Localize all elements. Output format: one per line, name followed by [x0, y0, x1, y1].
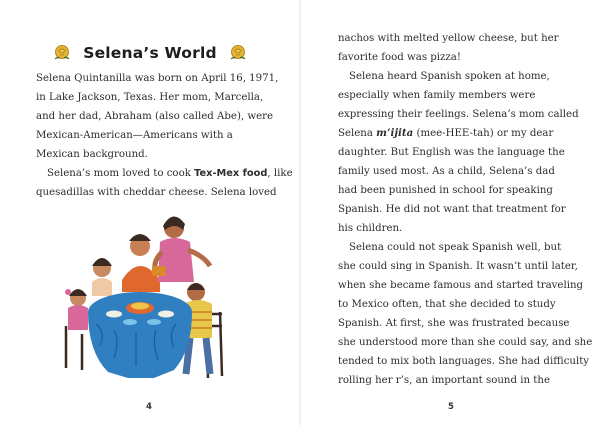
text-run: Mexican background.	[36, 149, 148, 160]
text-line	[36, 145, 268, 164]
text-line	[36, 69, 279, 88]
text-line	[36, 183, 277, 202]
family-dinner-illustration	[56, 208, 232, 388]
text-line	[338, 48, 570, 67]
text-line	[338, 67, 570, 86]
page-number: 4	[146, 402, 152, 412]
text-line	[338, 29, 570, 48]
text-line	[36, 107, 274, 126]
text-run: to Mexico often, that she decided to study	[338, 299, 556, 310]
text-run: Mexican-American—Americans with a	[36, 130, 233, 141]
text-line	[338, 314, 570, 333]
text-run: especially when family members were	[338, 90, 536, 101]
text-run: Selena	[338, 128, 377, 139]
text-run: Selena heard Spanish spoken at home,	[349, 71, 550, 82]
text-line	[338, 333, 593, 352]
text-run: Spanish. He did not want that treatment for	[338, 204, 566, 215]
text-line	[338, 352, 590, 371]
right-body-text	[338, 29, 593, 390]
text-line	[338, 162, 570, 181]
left-body-text	[36, 69, 293, 202]
rose-icon	[51, 42, 73, 64]
chapter-heading	[38, 40, 262, 66]
text-run: Spanish. At first, she was frustrated because	[338, 318, 570, 329]
text-run: had been punished in school for speaking	[338, 185, 553, 196]
text-run: his children.	[338, 223, 403, 234]
text-run: Selena’s mom loved to cook	[47, 168, 195, 179]
right-page	[300, 0, 600, 425]
text-run: Selena Quintanilla was born on April 16, 1971,	[36, 73, 279, 84]
text-run: expressing their feelings. Selena’s mom called	[338, 109, 579, 120]
text-run: favorite food was pizza!	[338, 52, 461, 63]
text-line	[338, 86, 570, 105]
text-line	[338, 219, 570, 238]
text-run: rolling her r’s, an important sound in the	[338, 375, 550, 386]
text-run: when she became famous and started traveling	[338, 280, 584, 291]
text-line	[338, 257, 578, 276]
text-line	[36, 88, 268, 107]
bold-term: Tex-Mex food	[194, 168, 268, 179]
text-run: she understood more than she could say, and she	[338, 337, 593, 348]
text-line	[338, 295, 570, 314]
text-run: nachos with melted yellow cheese, but her	[338, 33, 559, 44]
text-run: in Lake Jackson, Texas. Her mom, Marcella,	[36, 92, 264, 103]
text-run: daughter. But English was the language the	[338, 147, 565, 158]
text-line	[338, 143, 570, 162]
text-line	[338, 105, 579, 124]
text-run: and her dad, Abraham (also called Abe), were	[36, 111, 274, 122]
text-line	[338, 371, 570, 390]
text-run: (mee-HEE-tah) or my dear	[413, 128, 554, 139]
text-run: family used most. As a child, Selena’s dad	[338, 166, 555, 177]
text-line	[338, 238, 570, 257]
text-line	[338, 181, 570, 200]
page-number: 5	[448, 402, 454, 412]
italic-term: m’ijita	[376, 127, 414, 139]
rose-icon	[227, 42, 249, 64]
text-line	[338, 276, 584, 295]
chapter-title: Selena’s World	[83, 44, 217, 62]
text-run: , like	[267, 168, 293, 179]
text-run: she could sing in Spanish. It wasn’t until later,	[338, 261, 578, 272]
text-line	[338, 124, 570, 143]
text-line	[338, 200, 570, 219]
text-run: Selena could not speak Spanish well, but	[349, 242, 562, 253]
text-run: tended to mix both languages. She had difficulty	[338, 356, 590, 367]
text-line	[36, 164, 293, 183]
text-line	[36, 126, 268, 145]
text-run: quesadillas with cheddar cheese. Selena loved	[36, 187, 277, 198]
